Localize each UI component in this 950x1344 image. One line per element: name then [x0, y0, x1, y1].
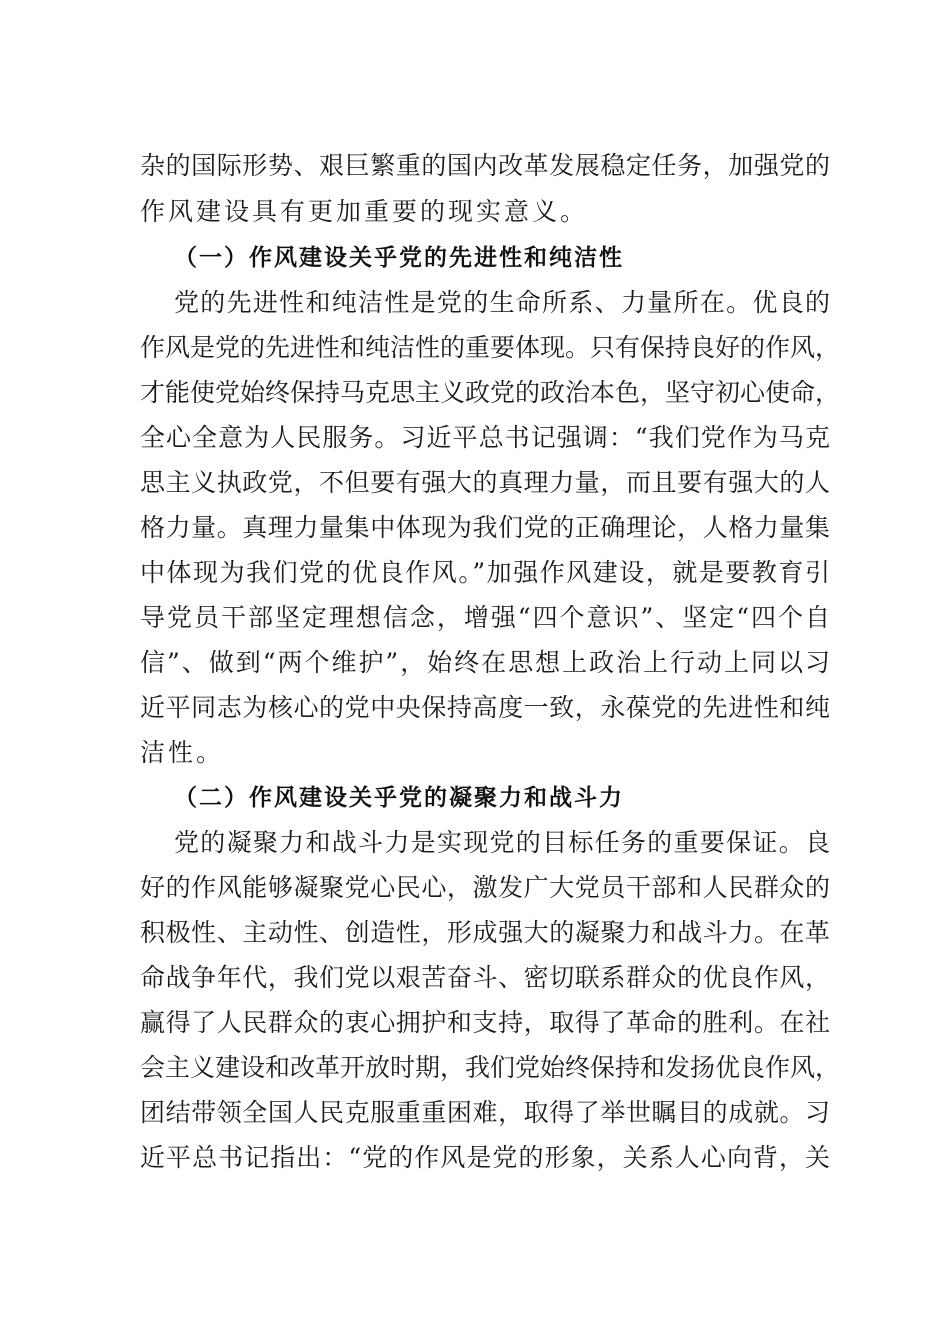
body-line: 命战争年代，我们党以艰苦奋斗、密切联系群众的优良作风，	[140, 963, 830, 992]
body-line: 导党员干部坚定理想信念，增强“四个意识”、坚定“四个自	[140, 603, 830, 632]
paragraph-first-line: 党的凝聚力和战斗力是实现党的目标任务的重要保证。良	[174, 828, 830, 857]
body-line: 杂的国际形势、艰巨繁重的国内改革发展稳定任务，加强党的	[140, 151, 830, 180]
body-line: 格力量。真理力量集中体现为我们党的正确理论，人格力量集	[140, 513, 830, 542]
body-line: 思主义执政党，不但要有强大的真理力量，而且要有强大的人	[140, 468, 830, 497]
body-line: 全心全意为人民服务。习近平总书记强调：“我们党作为马克	[140, 423, 830, 452]
body-line: 作风是党的先进性和纯洁性的重要体现。只有保持良好的作风，	[140, 333, 841, 362]
body-line: 会主义建设和改革开放时期，我们党始终保持和发扬优良作风，	[140, 1053, 841, 1082]
body-line: 作风建设具有更加重要的现实意义。	[140, 197, 589, 226]
body-line: 赢得了人民群众的衷心拥护和支持，取得了革命的胜利。在社	[140, 1008, 830, 1037]
section-heading-1: （一）作风建设关乎党的先进性和纯洁性	[174, 245, 624, 271]
body-line: 好的作风能够凝聚党心民心，激发广大党员干部和人民群众的	[140, 873, 830, 902]
body-line: 近平总书记指出：“党的作风是党的形象，关系人心向背，关	[140, 1143, 830, 1172]
body-line: 信”、做到“两个维护”，始终在思想上政治上行动上同以习	[140, 648, 830, 677]
body-line: 近平同志为核心的党中央保持高度一致，永葆党的先进性和纯	[140, 693, 830, 722]
paragraph-first-line: 党的先进性和纯洁性是党的生命所系、力量所在。优良的	[174, 288, 830, 317]
section-heading-2: （二）作风建设关乎党的凝聚力和战斗力	[174, 785, 624, 811]
body-line: 洁性。	[140, 738, 225, 767]
body-line: 才能使党始终保持马克思主义政党的政治本色，坚守初心使命，	[140, 378, 841, 407]
body-line: 中体现为我们党的优良作风。”加强作风建设，就是要教育引	[140, 558, 830, 587]
body-line: 积极性、主动性、创造性，形成强大的凝聚力和战斗力。在革	[140, 918, 830, 947]
body-line: 团结带领全国人民克服重重困难，取得了举世瞩目的成就。习	[140, 1098, 830, 1127]
